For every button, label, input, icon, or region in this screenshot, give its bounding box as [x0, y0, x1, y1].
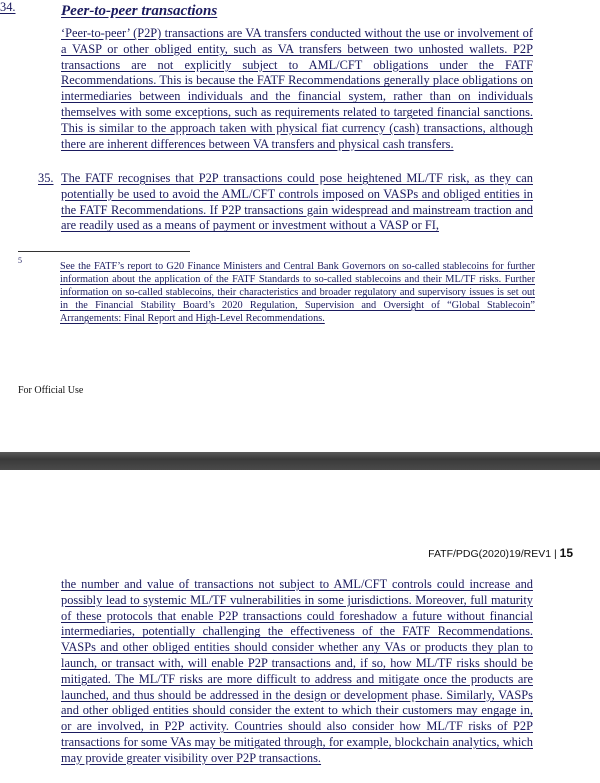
page-number: 15 [559, 546, 573, 560]
footnote-divider [18, 251, 190, 252]
paragraph-35-number: 35. [38, 171, 54, 185]
footnote [60, 261, 535, 326]
footnote-text: See the FATF’s report to G20 Finance Ministers and Central Bank Governors on so-called stablecoins for further information about the application of the FATF Standards to so-called stablecoins and their ML/TF risks. Further information on so-called stablecoins, their characteristics and broader regulatory and supervisory issues is set out in the Financial Stability Board’s 2020 Regulation, Supervision and Oversight of “Global Stablecoin” Arrangements: Final Report and High-Level Recommendations. [60, 261, 535, 324]
paragraph-34 [61, 26, 533, 152]
paragraph-35 [61, 171, 533, 234]
header-separator: | [553, 548, 557, 560]
page-header [428, 546, 573, 560]
paragraph-35-text: The FATF recognises that P2P transactions could pose heightened ML/TF risk, as they can potentially be used to avoid the AML/CFT controls imposed on VASPs and obliged entities in the FATF Recommendations. If P2P transactions gain widespread and mainstream traction and are readily used as a means of payment or investment without a VASP or FI, [61, 171, 533, 233]
paragraph-34-text: ‘Peer-to-peer’ (P2P) transactions are VA transfers conducted without the use or involvement of a VASP or other obliged entity, such as VA transfers between two unhosted wallets. P2P transactions are not explicitly subject to AML/CFT obligations under the FATF Recommendations. This is because the FATF Recommendations generally place obligations on intermediaries between individuals and the financial system, rather than on individuals themselves with some exceptions, such as requirements related to targeted financial sanctions. This is similar to the approach taken with physical fiat currency (cash) transactions, although there are inherent differences between VA transfers and physical cash transfers. [61, 26, 533, 151]
document-page-2 [0, 470, 600, 783]
document-reference: FATF/PDG(2020)19/REV1 [428, 548, 552, 560]
paragraph-continuation [61, 577, 533, 767]
official-use-label: For Official Use [18, 385, 84, 396]
section-heading: Peer-to-peer transactions [61, 3, 218, 19]
continuation-text: the number and value of transactions not subject to AML/CFT controls could increase and possibly lead to systemic ML/TF vulnerabilities in some jurisdictions. Moreover, full maturity of these protocols that enable P2P transactions could foreshadow a future without financial intermediaries, potentially challenging the effectiveness of the FATF Recommendations. VASPs and other obliged entities should consider whether any VAs or products they plan to launch, or transact with, will enable P2P transactions and, if so, how ML/TF risks should be mitigated. The ML/TF risks are more difficult to address and mitigate once the products are launched, and thus should be addressed in the design or development phase. Similarly, VASPs and other obliged entities should consider the extent to which their customers may engage in, or are involved, in P2P activity. Countries should also consider how ML/TF risks of P2P transactions for some VAs may be mitigated through, for example, blockchain analytics, which may provide greater visibility over P2P transactions. [61, 577, 533, 765]
footnote-mark: 5 [18, 256, 22, 265]
paragraph-34-number: 34. [0, 0, 16, 14]
page-separator [0, 452, 600, 470]
